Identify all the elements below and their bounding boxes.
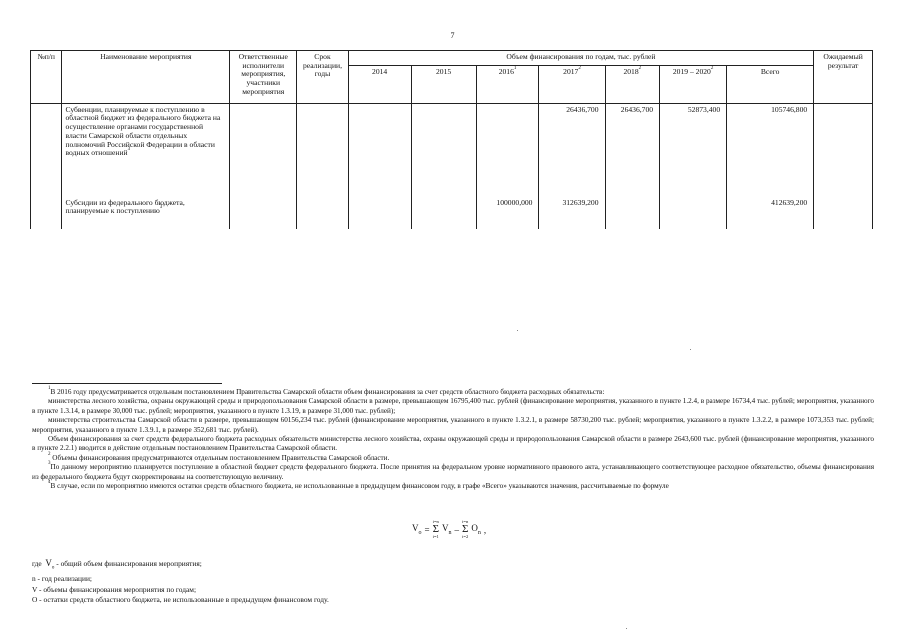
page-number: 7 [450, 31, 455, 40]
sum-symbol: i=n Σ i=2 [461, 519, 469, 539]
header-2019-2020: 2019 – 2020$^2$ [660, 65, 727, 103]
cell-total: 105746,800 [727, 103, 814, 193]
footnote-1: $^1$В 2016 году предусматривается отдельным постановлением Правительства Самарской области объем финансирования за счет средств областного бюджета расходных обязательств: [48, 386, 605, 396]
header-name: Наименование мероприятия [62, 51, 230, 104]
footnote-4: $^4$В случае, если по мероприятию имеются остатки средств областного бюджета, не использованные в предыдущем финансовом году, в графе «Всего» указываются значения, рассчитываемые по формуле [48, 480, 669, 491]
cell-2016 [476, 103, 539, 193]
header-total: Всего [727, 65, 814, 103]
cell-2017: 312639,200 [539, 193, 605, 229]
header-result: Ожидаемый результат [814, 51, 873, 104]
header-2016: 2016$^1$ [476, 65, 539, 103]
cell-2014 [348, 103, 411, 193]
cell-2016: 100000,000 [476, 193, 539, 229]
header-2017: 2017$^2$ [539, 65, 605, 103]
table-row [31, 103, 873, 193]
cell-2015 [411, 103, 476, 193]
footnote-1c: Объем финансирования за счет средств федерального бюджета расходных обязательств министерства лесного хозяйства, охраны окружающей среды и природопользования Самарской области в размере 2643,600 тыс. рублей (финансирование мероприятия, указанного в пункте 2.2.1) вводится в действие отдельным постановлением Правительства Самарской области. [32, 435, 874, 453]
cell-2019-2020: 52873,400 [660, 103, 727, 193]
header-2018: 2018$^2$ [605, 65, 660, 103]
header-responsible: Ответственные исполнители мероприятия, участники мероприятия [230, 51, 297, 104]
footnotes [32, 388, 874, 491]
header-funding: Объем финансирования по годам, тыс. рублей [348, 51, 814, 66]
legend-line-1: где $V_о$ - общий объем финансирования мероприятия; [32, 558, 202, 571]
table-empty-area [31, 229, 873, 371]
legend-line-3: V - объемы финансирования мероприятия по годам; [32, 584, 196, 594]
legend-line-2: n - год реализации; [32, 574, 92, 584]
cell-2014 [348, 193, 411, 229]
cell-2018 [605, 193, 660, 229]
cell-2017: 26436,700 [539, 103, 605, 193]
scan-speck [626, 628, 627, 629]
sum-symbol: i=n Σ i=1 [432, 519, 439, 539]
cell-2018: 26436,700 [605, 103, 660, 193]
header-num: №п/п [31, 51, 62, 104]
cell-2019-2020 [660, 193, 727, 229]
footnote-separator [32, 383, 222, 384]
header-term: Срок реализации, годы [297, 51, 348, 104]
header-2015: 2015 [411, 65, 476, 103]
table-row [31, 193, 873, 229]
scan-speck [690, 349, 691, 350]
row-name: Субвенции, планируемые к поступлению в областной бюджет из федерального бюджета на осуществление органами государственной власти Самарской области отдельных полномочий Российской Федерации в области водных отношений$^3$ [62, 103, 230, 193]
funding-table [30, 50, 873, 371]
formula: $V_о$ = i=n Σ i=1 $V_n$ – i=n Σ i=2 $O_n$ , [412, 519, 487, 539]
footnote-1a: министерства лесного хозяйства, охраны окружающей среды и природопользования Самарской области в размере, превышающем 16795,400 тыс. рублей (финансирование мероприятия, указанного в пункте 1.2.4, в размере 16734,4 тыс. рублей; мероприятия, указанного в пункте 1.3.14, в размере 30,000 тыс. рублей; мероприятия, указанного в пункте 1.3.19, в размере 31,000 тыс. рублей); [32, 397, 874, 415]
cell-total: 412639,200 [727, 193, 814, 229]
table-header-row-1 [31, 51, 873, 66]
scan-speck [517, 330, 518, 331]
footnote-3: $^3$По данному мероприятию планируется поступление в областной бюджет средств федерального бюджета. После принятия на федеральном уровне нормативного правового акта, устанавливающего соответствующее расходное обязательство, объемы финансирования из федерального бюджета будут скорректированы на соответствующую величину. [32, 461, 874, 481]
legend-line-4: O - остатки средств областного бюджета, не использованные в предыдущем финансовом году. [32, 595, 329, 605]
header-2014: 2014 [348, 65, 411, 103]
row-name: Субсидии из федерального бюджета, планируемые к поступлению$^3$ [62, 193, 230, 229]
footnote-2: $^2$ Объемы финансирования предусматриваются отдельным постановлением Правительства Самарской области. [48, 451, 390, 462]
footnote-1b: министерства строительства Самарской области в размере, превышающем 60156,234 тыс. рублей (финансирование мероприятия, указанного в пункте 1.3.2.1, в размере 58730,200 тыс. рублей; мероприятия, указанного в пункте 1.3.2.2, в размере 1073,353 тыс. рублей; мероприятия, указанного в пункте 1.3.9.1, в размере 352,681 тыс. рублей). [32, 416, 874, 434]
cell-2015 [411, 193, 476, 229]
formula-legend [32, 558, 329, 606]
